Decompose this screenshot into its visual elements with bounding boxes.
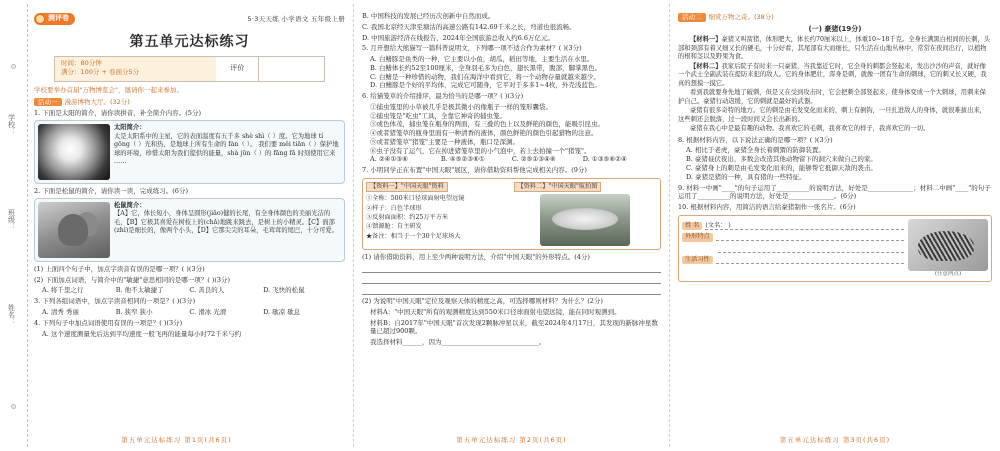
sun-photo xyxy=(38,124,110,180)
page-header xyxy=(34,10,345,28)
question-2-1: (1) 上面四个句子中，加点字读音有误的是哪一项？( )(3分) xyxy=(34,264,205,273)
question-4-option-a: A. 这个速度测量先后达到平均速度一般飞再的能量每小时72千米与约 xyxy=(42,329,242,338)
section-1-title: 漫游博物大厅。(32分) xyxy=(64,97,130,106)
material-2-label: 【材料二】 xyxy=(690,62,722,70)
question-5-options xyxy=(370,55,661,90)
option-a: A. 相比于老虎，豪猪全身长着刺猬的防御装置。 xyxy=(686,146,825,155)
habit-row xyxy=(682,256,904,264)
section-2-tag: 活动二 xyxy=(678,13,706,22)
series-label: 5·3天天练 小学语文 五年级上册 xyxy=(247,14,345,23)
list-item: ⑤或者猪笼草"猪笼"主要是一种液体，瓶口是深渊。 xyxy=(370,137,519,146)
list-item: ①捕虫笼里的小草被几乎是极其微小的像瓶子一样的笼形囊袋。 xyxy=(370,102,552,111)
question-5: 5. 月开想给大熊猫写一篇科普说明文，下列哪一项不适合作为素材？( )(3分) xyxy=(362,44,582,53)
question-3: 3. 下列各组词语中，加点字读音相同的一项是？( )(3分) xyxy=(34,297,196,306)
option-b: B. 豪猪昼伏夜出，多数会改造其他动物留下的洞穴来做自己的家。 xyxy=(686,155,877,164)
page-3 xyxy=(670,4,1000,447)
list-item: ④馈源舱：自主研发 xyxy=(366,223,422,231)
brand xyxy=(34,13,75,24)
binding-margin xyxy=(0,4,28,447)
binding-hole xyxy=(11,404,16,409)
feature-input-2[interactable] xyxy=(718,245,904,253)
list-item: ②样子：白色半球形 xyxy=(366,204,422,212)
answer-line[interactable] xyxy=(362,286,661,295)
answer-line[interactable] xyxy=(362,275,661,284)
option-c: C. 豪猪身上的刺是由毛发变化而来的，能够帮它抵御天敌的袭击。 xyxy=(686,164,877,172)
name-label: 姓 名 xyxy=(682,222,702,230)
section-2 xyxy=(678,13,992,22)
material-1-text: 豪猪又叫箭猪，体形肥大，体长约70厘米以上，体重10~18千克。全身长满黑白相间的长刺，头部和颈部有着又细又长的硬毛，十分好看，其尾部有大而细长，只生活在山地丛林中，常常在夜间出行，以植物的根和茎以及野果为食。 xyxy=(678,36,991,61)
option-c: C. 滑冰 光滑 xyxy=(189,308,227,317)
question-8-options xyxy=(686,146,992,181)
option-d: D. 歇凉 歇息 xyxy=(263,308,301,317)
telescope-photo xyxy=(540,194,630,246)
porcupine-photo xyxy=(908,219,988,271)
material-2-text: 我家后院子有时来一只豪猪，当我靠近它时，它全身的刺都会竖起来，发出沙沙的声音，就好像一个武士全副武装在提防来犯的敌人。它的身体肥壮，浑身是刺，就像一团有生命的刺球，它的刺又长又硬，我真的想摸一摸它。 xyxy=(678,62,987,87)
material-2 xyxy=(514,182,658,246)
squirrel-card-title: 松鼠简介： xyxy=(114,201,146,209)
material-b: 材料B：自2017年"中国天眼"首次发现2颗脉冲星以来，截至2024年4月17日，其发现的新脉冲星数量已超过900颗。 xyxy=(370,318,658,336)
list-item: ③或色体茂，捕虫笼在瓶身的两面，有三叠的色上以及鲜艳的颜色，能吸引昆虫。 xyxy=(370,120,604,129)
list-item: ⑥虫子没有了运气，它在掉进猪笼草里的小气泡中，若上去拍撞一个"猪笼"。 xyxy=(370,146,591,155)
question-3-options xyxy=(42,308,345,317)
page-title: 第五单元达标练习 xyxy=(129,34,250,50)
feature-input[interactable] xyxy=(716,233,904,241)
option-d: D. 豪猪是猪的一种，具有猪的一些特征。 xyxy=(686,172,806,181)
material-2-tag: 【资料二】"中国天眼"航拍图 xyxy=(514,182,602,192)
margin-label-class: 班级： xyxy=(7,209,16,230)
question-4-option-d: D. 中国旅游经济在线报告，2024年全国旅游总收入约6.6万亿元。 xyxy=(362,33,554,42)
paragraph: 豪猪在我心中是最有趣的动物。我喜欢它的毛刺，我喜欢它的样子，我喜欢它的一切。 xyxy=(690,125,930,133)
question-4-option-b: B. 中国科技的发展已经历次创新中自然而成。 xyxy=(362,12,495,20)
question-7-2: (2) 为说明"中国天眼"定位及观察天体的精度之高，可选择哪则材料？为什么？(2分) xyxy=(362,297,603,306)
option-c: C. ②⑤①③④⑥ xyxy=(511,155,556,164)
option-b: B. 狭窄 狭小 xyxy=(115,308,153,317)
page-1 xyxy=(0,4,354,447)
page-2-content xyxy=(362,10,661,441)
habit-input[interactable] xyxy=(716,256,904,264)
material-1-list xyxy=(366,195,510,241)
squirrel-card xyxy=(34,198,345,262)
question-8: 8. 根据材料内容，以下说法正确的是哪一项？( )(3分) xyxy=(678,135,833,144)
paragraph: 看到我就要身先地了破刺，但是又在受到攻击时，它会把刺全部竖起来，使身体变成一个大刺球，用刺来保护自己。豪猪行动迟缓，它的刺就是最好的武器。 xyxy=(678,89,986,105)
option-a: A. 将千里之行 xyxy=(42,286,84,295)
question-6-items xyxy=(370,103,661,156)
score-label: 满分：100分 + 卷面分5分 xyxy=(61,67,140,76)
name-row xyxy=(682,222,904,230)
question-1: 1. 下面是太阳的简介，请你读拼音，补全简介内容。(5分) xyxy=(34,109,201,118)
material-1-paragraph xyxy=(678,36,992,62)
exam-meta xyxy=(55,57,216,81)
choice-answer[interactable]: 我选择材料______，因为______________________________。 xyxy=(370,338,546,347)
section-1 xyxy=(34,98,345,107)
mascot-icon xyxy=(35,14,45,24)
option-d: D. 白鳍豚是个好的平均体，完成它可随身，它平对于多多1~4枚，外壳浅蓝色。 xyxy=(370,81,601,90)
option-b: B. 白鳍体长约52至100厘米，全身羽毛多为白色，翅长黑带，腹部，脚掌黑色。 xyxy=(370,63,602,72)
sun-card xyxy=(34,120,345,184)
list-item: ④或者猪笼草的瓶身里面有一种清香的液体，颜色鲜艳的颜色引起猎物的注意。 xyxy=(370,129,598,138)
paragraph: 豪猪有很多奇特的地方。它的刺是由毛发变化而来的，刺上有倒钩，一旦扎进敌人的身体，就很难拔出来，这些刺还会脱落，过一段时间又会长出新的。 xyxy=(678,107,986,123)
answer-line[interactable] xyxy=(362,264,661,273)
section-1-tag: 活动一 xyxy=(34,98,62,107)
option-d: D. ①③⑤⑥②④ xyxy=(582,155,627,164)
section-2-title: 细赏万物之奇。(38分) xyxy=(708,13,774,21)
habit-label: 生活习性 xyxy=(682,256,713,264)
list-item: ②捕虫笼是"吃虫"工具，全靠它神奇的捕虫笼。 xyxy=(370,111,506,120)
option-c: C. 善良的人 xyxy=(189,286,225,295)
question-7-1: (1) 请你借助资料，用上至少两种说明方法，介绍"中国天眼"的外形特点。(4分) xyxy=(362,253,590,262)
reading-title: (一) 豪猪(19分) xyxy=(808,24,862,33)
page-3-footer: 第五单元达标练习 第3页(共6页) xyxy=(779,436,891,445)
time-label: 时间：80分钟 xyxy=(61,58,102,67)
page-1-content xyxy=(34,10,345,441)
question-4-option-c: C. 我国北京经天津至塘沽的高速公路有142.69千米之长，弯道也很流畅。 xyxy=(362,22,576,31)
option-b: B. 他不太敏捷了 xyxy=(115,286,164,295)
option-a: A. 白鳍豚是鱼类的一种，它主要以小鱼，胡瓜，稻田等地，主要生活在水里。 xyxy=(370,55,594,64)
evaluation-label: 评价 xyxy=(216,57,259,81)
list-item: ★备注：相当于一个30个足球场大 xyxy=(366,232,461,240)
question-6-options xyxy=(370,155,661,164)
exam-info-box xyxy=(54,56,325,82)
page-2 xyxy=(354,4,670,447)
squirrel-card-text xyxy=(114,202,341,258)
question-4: 4. 下列句子中加点词语使用有误的一项是？( )(3分) xyxy=(34,318,183,327)
test-badge xyxy=(34,13,75,24)
list-item: ①全称：500米口径球面射电望远镜 xyxy=(366,195,465,203)
question-10: 10. 根据材料内容，用简洁的语言给豪猪制作一张名片。(6分) xyxy=(678,203,856,212)
option-d: D. 飞快的松鼠 xyxy=(263,286,305,295)
option-b: B. ④⑤②③⑥① xyxy=(440,155,485,164)
option-a: A. ②④①③⑥ xyxy=(370,155,408,164)
squirrel-card-body: 【A】它，体长短小，身体呈圆形(jiǎo)健的长尾，有全身体颜色的美丽光洁的毛，【B】它极其喜爱在树枝上的(chǎ)地跳来跳去，是树上的小精灵。【C】面部(zhì)是细长的，像两个小头，【D】它那尖尖的耳朵，毛茸茸的尾巴，十分可爱。 xyxy=(114,210,338,235)
name-input[interactable]: (文名： ) xyxy=(705,222,904,230)
feature-row-2 xyxy=(682,245,904,253)
name-card-caption: (任意两点) xyxy=(934,270,962,277)
question-2-2: (2) 下面加点词语，与简介中的"敏捷"意思相同的是哪一项？( )(3分) xyxy=(34,275,231,284)
question-9: 9. 材料一中画"____"的句子运用了__________的说明方法，好处是______________；材料二中画"____"的句子运用了__________的说明方法，好处是______________。(6分) xyxy=(678,183,991,201)
page-2-footer: 第五单元达标练习 第2页(共6页) xyxy=(456,436,567,445)
evaluation-cell xyxy=(216,57,324,81)
page-3-content xyxy=(678,10,992,441)
option-a: A. 清秀 秀丽 xyxy=(42,308,79,317)
porcupine-figure xyxy=(908,219,988,278)
name-card-fields xyxy=(682,219,904,278)
margin-label-school: 学校： xyxy=(7,114,16,135)
badge-label: 测评卷 xyxy=(48,14,69,23)
sun-card-title: 太阳简介： xyxy=(114,124,146,132)
feature-label: 外形特点 xyxy=(682,233,713,241)
sun-card-text xyxy=(114,124,341,180)
material-1 xyxy=(366,182,510,246)
sun-card-body: 太是太阳系中的主星，它的表面温度有五千多 shè shì（ ）度。它为地球 tí gōng（ ）光和热，是地球上所有生命的 fàn（ ）。 我们要 měi tiān（ ）保护地球的环境，珍惜太阳为我们提供的能量，shà jūn（ ）的 fāng fǎ 时刻使用它来 …… xyxy=(114,132,339,166)
material-1-tag: 【资料一】"中国天眼"资料 xyxy=(366,182,448,192)
page-1-footer: 第五单元达标练习 第1页(共6页) xyxy=(121,436,232,445)
material-2-paragraph xyxy=(678,63,992,89)
question-6: 6. 给猫笼草的介绍排序，最为恰当的是哪一项？( )(3分) xyxy=(362,92,524,101)
material-a: 材料A："中国天眼"所有的观测精度达到550米口径球面射电望远镜，能在同时观测到。 xyxy=(370,307,621,316)
material-1-label: 【材料一】 xyxy=(690,36,722,44)
list-item: ③反射面面积：约25万平方米 xyxy=(366,214,449,222)
feature-row xyxy=(682,233,904,241)
squirrel-photo xyxy=(38,202,110,258)
materials-box xyxy=(362,178,661,250)
intro-prompt: 学校要举办首届"万物博览会"，邀请你一起来参加。 xyxy=(34,85,183,94)
binding-hole xyxy=(11,64,16,69)
margin-label-name: 姓名： xyxy=(7,304,16,325)
question-2: 2. 下面是松鼠的简介，请你读一读，完成练习。(6分) xyxy=(34,187,188,196)
option-c: C. 白鳍是一种珍惜的动物，我们在海洋中看到它，将一个动物存量就越来越少。 xyxy=(370,72,600,81)
porcupine-name-card xyxy=(678,215,992,282)
question-7: 7. 小明同学正在布置"中国天眼"展区，请你借助资料帮他完成相关内容。(9分) xyxy=(362,166,587,175)
question-2-2-options xyxy=(42,286,345,295)
